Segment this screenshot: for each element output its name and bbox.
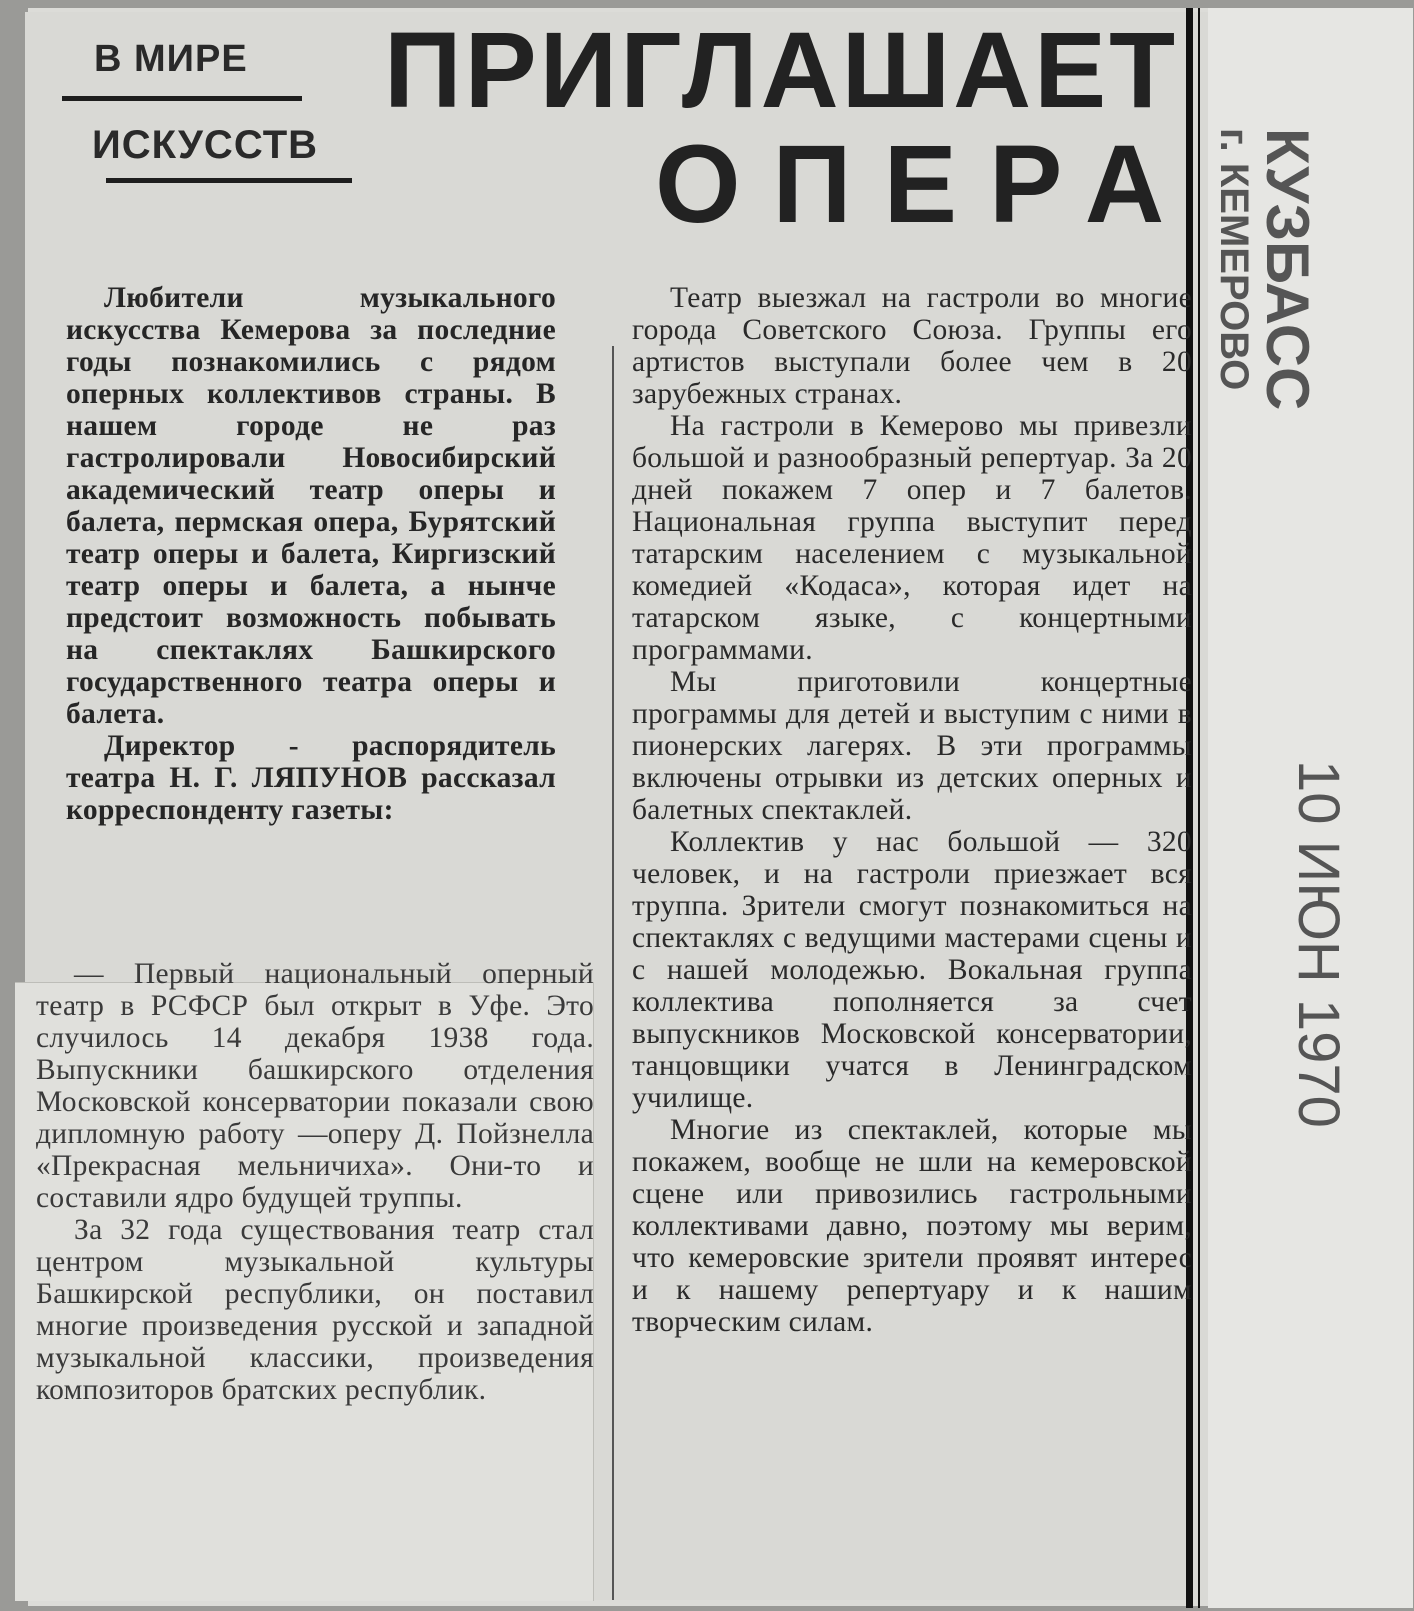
paragraph-2: За 32 года существования театр стал центром музыкальной культуры Башкирской республики, он поставил многие произведения русской и западной музыкальной классики, произведения композиторов братских республик. [36, 1214, 594, 1406]
article-intro: Любители музыкального искусства Кемерова за последние годы познакомились с рядом оперных коллективов страны. В нашем городе не раз гастролировали Новосибирский академический театр оперы и балета, пермская опера, Бурятский театр оперы и балета, Киргизский театр оперы и балета, а нынче предстоит возможность побывать на спектаклях Башкирского государственного театра оперы и балета. [66, 282, 556, 730]
paragraph-7: Многие из спектаклей, которые мы покажем, вообще не шли на кемеровской сцене или привозились гастрольными коллективами давно, поэтому мы верим, что кемеровские зрители проявят интерес и к нашему репертуару и к нашим творческим силам. [632, 1114, 1192, 1338]
column-rule-thin [1198, 8, 1200, 1608]
stamp-date: 10 ИЮН 1970 [1286, 760, 1351, 1128]
rubric-underline-2 [106, 178, 352, 183]
paragraph-5: Мы приготовили концертные программы для детей и выступим с ними в пионерских лагерях. В эти программы включены отрывки из детских оперных и балетных спектаклей. [632, 666, 1192, 826]
paragraph-1: — Первый национальный оперный театр в РСФСР был открыт в Уфе. Это случилось 14 декабря 1938 года. Выпускники башкирского отделения Московской консерватории показали свою дипломную работу —оперу Д. Пойзнелла «Прекрасная мельничиха». Они-то и составили ядро будущей труппы. [36, 958, 594, 1214]
headline-line-2: ОПЕРА [655, 123, 1197, 246]
paragraph-4: На гастроли в Кемерово мы привезли большой и разнообразный репертуар. За 20 дней покажем 7 опер и 7 балетов. Национальная группа выступит перед татарским населением с музыкальной комедией «Кодаса», которая идет на татарском языке, с концертными программами. [632, 410, 1192, 666]
rubric-line-1: В МИРЕ [94, 38, 248, 80]
article-right-column [632, 282, 1192, 1338]
column-divider [612, 346, 614, 1600]
paragraph-6: Коллектив у нас большой — 320 человек, и на гастроли приезжает вся труппа. Зрители смогут познакомиться на спектаклях с ведущими мастерами сцены и с нашей молодежью. Вокальная группа коллектива пополняется за счет выпускников Московской консерватории, танцовщики учатся в Ленинградском училище. [632, 826, 1192, 1114]
article-left-column [36, 958, 594, 1406]
article-attribution: Директор - распорядитель театра Н. Г. ЛЯПУНОВ рассказал корреспонденту газеты: [66, 730, 556, 826]
stamp-paper-name: КУЗБАСС [1254, 128, 1321, 411]
rubric-line-2: ИСКУССТВ [92, 123, 319, 167]
paragraph-3: Театр выезжал на гастроли во многие города Советского Союза. Группы его артистов выступали более чем в 20 зарубежных странах. [632, 282, 1192, 410]
rubric-underline-1 [62, 96, 302, 101]
article-intro-column [66, 282, 556, 826]
stamp-city: г. КЕМЕРОВО [1212, 128, 1256, 391]
headline-line-1: ПРИГЛАШАЕТ [384, 9, 1179, 130]
